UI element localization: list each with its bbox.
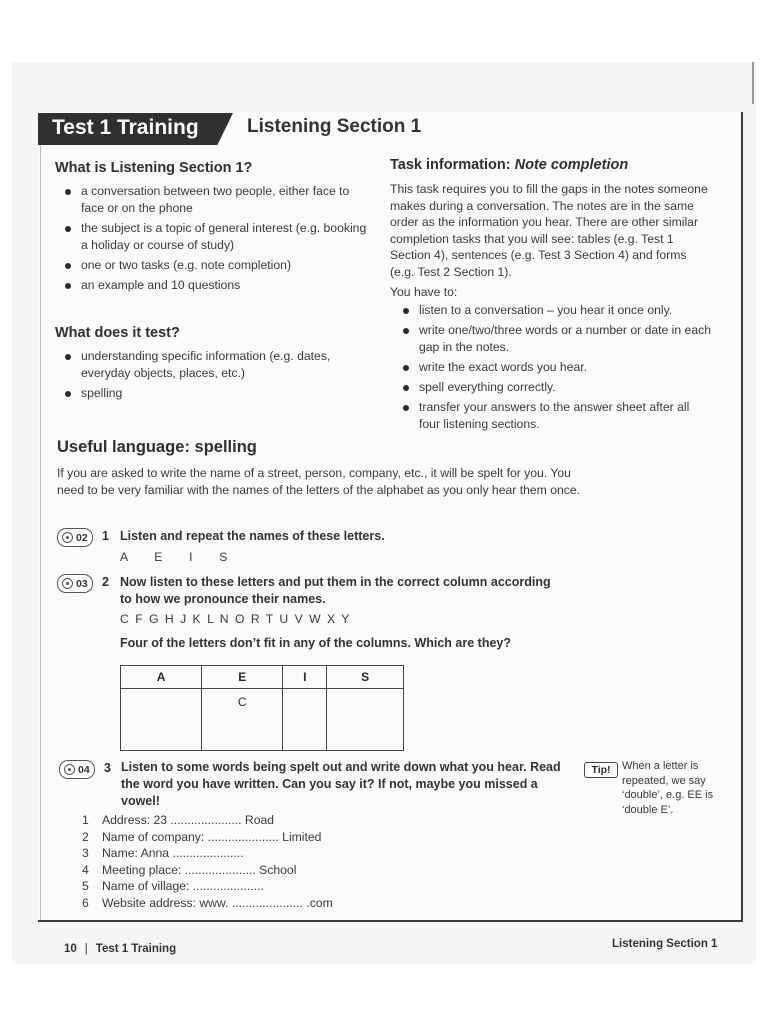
cd-icon	[62, 578, 73, 589]
list-item: transfer your answers to the answer sheet after all four listening sections.	[400, 399, 712, 433]
list-item: 3 Name: Anna .....................	[82, 846, 244, 860]
what-test-list	[62, 348, 362, 405]
exercise-2-instruction: Now listen to these letters and put them in the correct column according to how we pronounce their names.	[120, 575, 551, 606]
exercise-3-instruction: Listen to some words being spelt out and write down what you hear. Read the word you have written. Can you say it? If not, maybe you missed a vowel!	[121, 760, 561, 808]
what-is-list	[62, 183, 372, 297]
list-item: understanding specific information (e.g. dates, everyday objects, places, etc.)	[62, 348, 362, 382]
table-cell[interactable]: C	[202, 689, 283, 751]
bullet-icon	[403, 328, 409, 334]
bullet-icon	[65, 391, 71, 397]
useful-language-heading: Useful language: spelling	[57, 438, 257, 456]
dictation-list	[82, 812, 333, 911]
exercise-1-letters: A E I S	[120, 550, 228, 564]
footer-section: Test 1 Training	[95, 943, 177, 955]
list-item: 4 Meeting place: ..................... School	[82, 862, 297, 877]
page-number: 10	[64, 943, 77, 955]
table-cell[interactable]	[121, 689, 202, 751]
list-item: 6 Website address: www. ..................... .com	[82, 895, 333, 910]
letter-columns-table	[120, 665, 404, 751]
column-header: E	[202, 666, 283, 689]
bullet-icon	[65, 354, 71, 360]
list-item: the subject is a topic of general interest (e.g. booking a holiday or course of study)	[62, 220, 372, 254]
audio-track-badge[interactable]: 02	[57, 528, 93, 547]
audio-track-badge[interactable]: 04	[59, 760, 95, 779]
exercise-number: 3	[104, 761, 111, 775]
cd-icon	[62, 532, 73, 543]
list-item: an example and 10 questions	[62, 277, 372, 294]
list-item: listen to a conversation – you hear it once only.	[400, 302, 712, 319]
useful-language-paragraph: If you are asked to write the name of a street, person, company, etc., it will be spelt for you. You need to be very familiar with the names of the letters of the alphabet as you only hear them once.	[57, 466, 581, 497]
list-item: spelling	[62, 385, 362, 402]
list-item: 5 Name of village: .....................	[82, 879, 264, 893]
task-type: Note completion	[514, 157, 629, 173]
list-item: 2 Name of company: ..................... Limited	[82, 829, 322, 844]
footer-right: Listening Section 1	[612, 938, 718, 950]
bullet-icon	[403, 365, 409, 371]
list-item: a conversation between two people, either face to face or on the phone	[62, 183, 372, 217]
task-info-heading: Task information: Note completion	[390, 157, 629, 173]
list-item: one or two tasks (e.g. note completion)	[62, 257, 372, 274]
exercise-number: 2	[102, 575, 109, 589]
table-cell[interactable]	[283, 689, 327, 751]
column-header: S	[327, 666, 404, 689]
column-header: I	[283, 666, 327, 689]
list-item: spell everything correctly.	[400, 379, 712, 396]
frame-left-border	[40, 140, 41, 920]
bullet-icon	[65, 226, 71, 232]
section-title: Listening Section 1	[247, 116, 422, 137]
bullet-icon	[65, 263, 71, 269]
audio-track-badge[interactable]: 03	[57, 574, 93, 593]
list-item: write one/two/three words or a number or date in each gap in the notes.	[400, 322, 712, 356]
column-header: A	[121, 666, 202, 689]
what-test-heading: What does it test?	[55, 325, 180, 341]
tip-badge: Tip!	[584, 762, 618, 778]
bullet-icon	[403, 308, 409, 314]
list-item: write the exact words you hear.	[400, 359, 712, 376]
exercise-2-question: Four of the letters don’t fit in any of the columns. Which are they?	[120, 636, 511, 650]
cd-icon	[64, 764, 75, 775]
bullet-icon	[403, 385, 409, 391]
exercise-2-letters: C F G H J K L N O R T U V W X Y	[120, 612, 350, 626]
footer-separator: |	[84, 943, 88, 955]
table-cell[interactable]	[327, 689, 404, 751]
what-is-heading: What is Listening Section 1?	[55, 160, 253, 176]
bullet-icon	[65, 189, 71, 195]
page-title: Test 1 Training	[52, 116, 199, 139]
footer-left	[64, 943, 176, 955]
bullet-icon	[65, 283, 71, 289]
bullet-icon	[403, 405, 409, 411]
exercise-number: 1	[102, 529, 109, 543]
exercise-1-instruction: Listen and repeat the names of these letters.	[120, 529, 385, 543]
tip-text: When a letter is repeated, we say ‘double’, e.g. EE is ‘double E’.	[622, 760, 714, 816]
you-have-to-label: You have to:	[390, 285, 458, 299]
task-info-paragraph: This task requires you to fill the gaps in the notes someone makes during a conversation. The notes are in the same order as the information you hear. There are other similar completion tasks that you will see: tables (e.g. Test 1 Section 4), sentences (e.g. Test 3 Section 4) and forms (e.g. Test 2 Section 1).	[390, 182, 708, 279]
page-edge-mark	[752, 62, 754, 104]
list-item: 1 Address: 23 ..................... Road	[82, 813, 275, 827]
task-info-list	[400, 302, 712, 436]
